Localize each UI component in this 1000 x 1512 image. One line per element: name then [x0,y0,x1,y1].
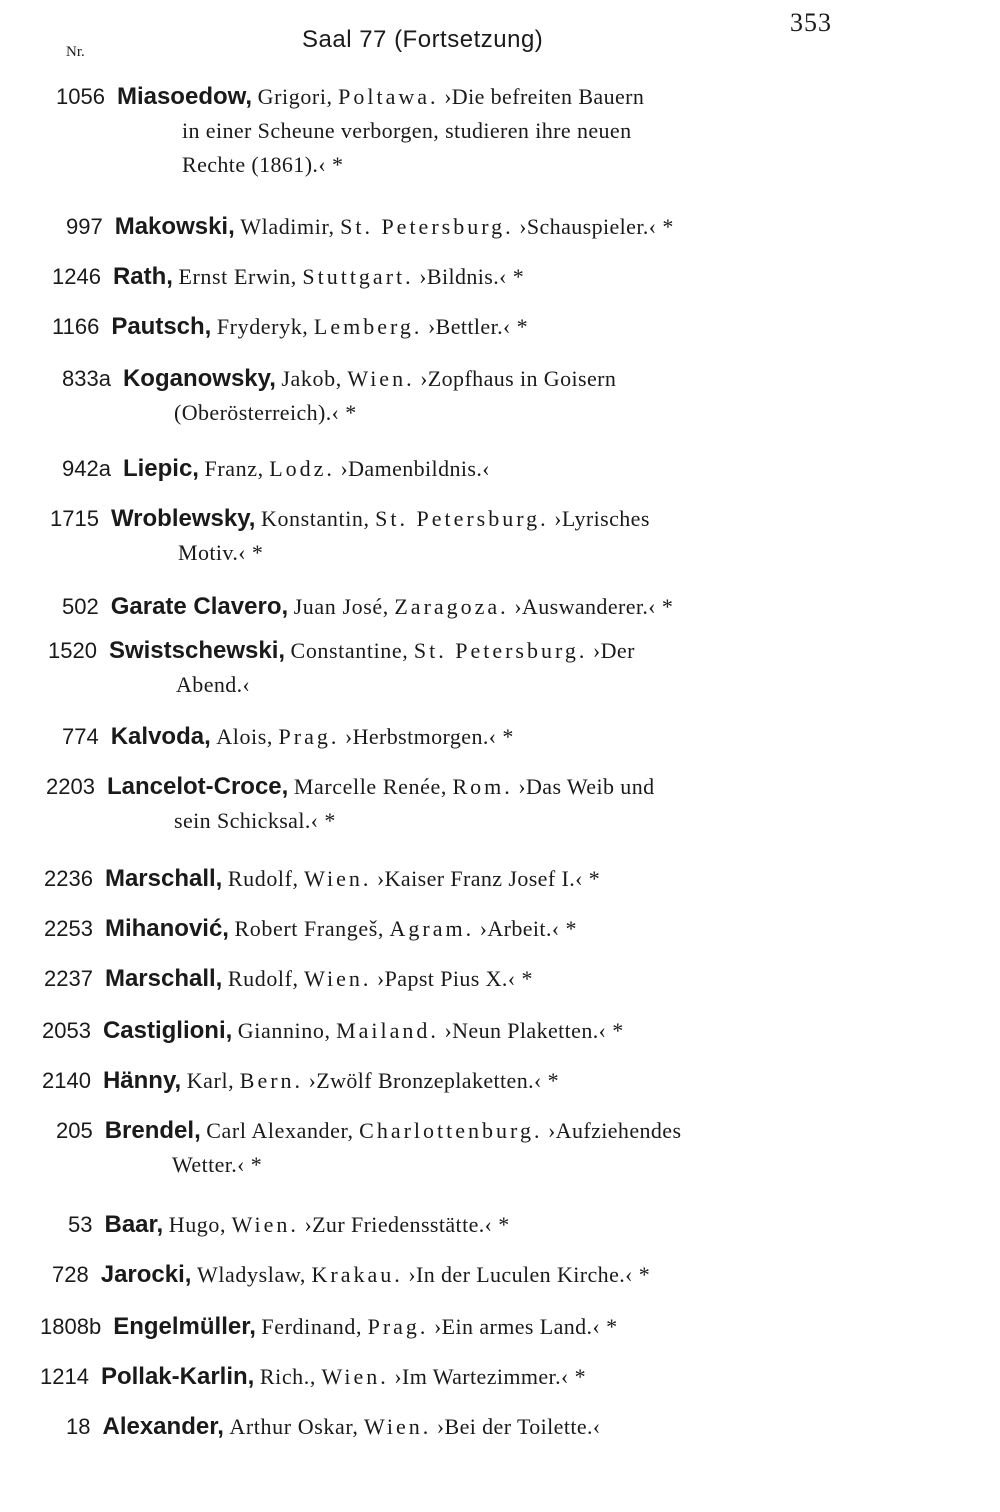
artist-name: Lancelot-Croce, [106,773,289,800]
artist-name: Alexander, [102,1413,224,1440]
artist-first-name: Karl, [186,1068,235,1093]
catalog-entry [46,770,655,838]
catalog-entry [50,502,650,570]
artist-name: Wroblewsky, [110,505,256,532]
entry-continuation: in einer Scheune verborgen, studieren ihre neuen [182,118,632,143]
artist-first-name: Constantine, [290,638,409,663]
artist-city: Rom. [452,774,513,799]
artist-name: Koganowsky, [122,365,276,392]
entry-continuation: Motiv.‹ * [178,540,264,565]
catalog-entry [56,80,846,182]
artist-first-name: Rudolf, [227,866,299,891]
artist-city: St. Petersburg. [375,506,549,531]
artist-city: Mailand. [336,1018,439,1043]
catalog-entry [52,310,528,344]
artwork-title: ›Bei der Toilette.‹ [436,1414,601,1439]
artwork-title: ›Die befreiten Bauern [444,84,645,109]
artist-city: Wien. [304,866,372,891]
artist-city: Wien. [304,966,372,991]
artwork-title: ›Herbstmorgen.‹ * [344,724,514,749]
artist-name: Rath, [112,263,173,290]
artist-name: Pautsch, [111,313,212,340]
artist-first-name: Ernst Erwin, [178,264,297,289]
artist-name: Swistschewski, [108,637,286,664]
artwork-title: ›Arbeit.‹ * [479,916,577,941]
entry-number: 2053 [42,1018,91,1043]
catalog-entry [62,590,673,624]
artist-first-name: Giannino, [237,1018,331,1043]
entry-number: 1715 [50,506,99,531]
entry-number: 1808b [40,1314,102,1339]
artist-city: Bern. [239,1068,304,1093]
artist-name: Pollak-Karlin, [100,1363,255,1390]
artist-first-name: Carl Alexander, [206,1118,354,1143]
artist-city: Wien. [321,1364,389,1389]
catalog-entry [62,720,514,754]
artist-city: Wien. [347,366,415,391]
artwork-title: ›Bildnis.‹ * [419,264,525,289]
entry-continuation: sein Schicksal.‹ * [174,808,336,833]
artist-first-name: Grigori, [257,84,333,109]
artwork-title: ›Aufziehendes [547,1118,682,1143]
catalog-entry [68,1208,510,1242]
catalog-entry [52,260,524,294]
catalog-entry [42,1014,624,1048]
entry-number: 2236 [44,866,93,891]
artist-first-name: Robert Frangeš, [234,916,385,941]
artist-city: St. Petersburg. [413,638,588,663]
catalog-entry [52,1258,650,1292]
artwork-title: ›Der [592,638,635,663]
artist-city: Zaragoza. [394,594,509,619]
entry-number: 53 [68,1212,93,1237]
artist-first-name: Alois, [216,724,274,749]
artist-name: Mihanović, [104,915,229,942]
artist-city: Wien. [364,1414,432,1439]
artwork-title: ›Damenbildnis.‹ [340,456,490,481]
artist-city: Stuttgart. [302,264,414,289]
artist-first-name: Jakob, [281,366,342,391]
entry-number: 1166 [52,314,100,339]
artwork-title: ›Schauspieler.‹ * [519,214,674,239]
catalog-entry [48,634,635,702]
artist-first-name: Franz, [204,456,264,481]
entry-continuation: (Oberösterreich).‹ * [174,400,357,425]
artwork-title: ›Im Wartezimmer.‹ * [394,1364,586,1389]
entry-continuation: Rechte (1861).‹ * [182,152,344,177]
entry-number: 2237 [44,966,93,991]
artist-name: Baar, [104,1211,164,1238]
entry-number: 833a [62,366,111,391]
catalog-entry [62,362,616,430]
catalog-entry [44,962,533,996]
catalog-entry [44,862,600,896]
entry-number: 2253 [44,916,93,941]
artist-first-name: Wladimir, [240,214,335,239]
artist-first-name: Juan José, [293,594,389,619]
artist-city: Charlottenburg. [359,1118,543,1143]
artwork-title: ›Auswanderer.‹ * [514,594,674,619]
catalog-entry [44,912,577,946]
artwork-title: ›Ein armes Land.‹ * [433,1314,618,1339]
artist-name: Marschall, [104,865,223,892]
artist-first-name: Fryderyk, [216,314,309,339]
artist-first-name: Arthur Oskar, [229,1414,359,1439]
artist-name: Makowski, [114,213,235,240]
artist-city: Lodz. [269,456,335,481]
artist-city: Prag. [278,724,340,749]
artwork-title: ›Das Weib und [518,774,655,799]
artist-first-name: Konstantin, [260,506,370,531]
entry-continuation: Wetter.‹ * [172,1152,263,1177]
entry-number: 728 [52,1262,89,1287]
artwork-title: ›Papst Pius X.‹ * [376,966,533,991]
entry-number: 2203 [46,774,95,799]
artist-city: St. Petersburg. [340,214,514,239]
entry-number: 18 [66,1414,91,1439]
artist-city: Krakau. [311,1262,403,1287]
catalog-entry [66,210,674,244]
artist-name: Hänny, [102,1067,182,1094]
page-title: Saal 77 (Fortsetzung) [302,26,544,53]
nr-column-label: Nr. [66,44,85,60]
artwork-title: ›Lyrisches [554,506,650,531]
artist-name: Miasoedow, [116,83,253,110]
entry-number: 997 [66,214,103,239]
artist-name: Garate Clavero, [110,593,289,620]
artist-first-name: Marcelle Renée, [293,774,447,799]
catalog-entry [56,1114,681,1182]
artist-city: Wien. [231,1212,299,1237]
catalog-entry [40,1310,617,1344]
artist-city: Agram. [389,916,475,941]
artist-first-name: Rudolf, [227,966,299,991]
artist-name: Kalvoda, [110,723,211,750]
artwork-title: ›Zwölf Bronzeplaketten.‹ * [308,1068,560,1093]
artist-first-name: Hugo, [168,1212,227,1237]
artwork-title: ›Kaiser Franz Josef I.‹ * [376,866,601,891]
page-number: 353 [790,8,832,37]
artist-first-name: Ferdinand, [261,1314,363,1339]
artist-city: Poltawa. [338,84,439,109]
catalog-entry [62,452,490,486]
entry-number: 1246 [52,264,101,289]
artwork-title: ›In der Luculen Kirche.‹ * [408,1262,651,1287]
entry-number: 205 [56,1118,93,1143]
entry-number: 2140 [42,1068,91,1093]
artwork-title: ›Bettler.‹ * [427,314,529,339]
catalog-entry [40,1360,586,1394]
artwork-title: ›Zur Friedensstätte.‹ * [304,1212,510,1237]
entry-number: 1214 [40,1364,89,1389]
artist-name: Jarocki, [100,1261,192,1288]
artist-name: Liepic, [122,455,199,482]
entry-number: 502 [62,594,99,619]
artist-name: Castiglioni, [102,1017,233,1044]
artwork-title: ›Zopfhaus in Goisern [420,366,617,391]
artist-city: Lemberg. [313,314,423,339]
artist-name: Engelmüller, [113,1313,256,1340]
entry-number: 1056 [56,84,105,109]
entry-continuation: Abend.‹ [176,672,251,697]
artist-city: Prag. [367,1314,429,1339]
catalog-entry [42,1064,559,1098]
catalog-entry [66,1410,601,1444]
artist-first-name: Wladyslaw, [196,1262,306,1287]
artist-name: Marschall, [104,965,223,992]
entry-number: 774 [62,724,99,749]
artist-first-name: Rich., [259,1364,316,1389]
entry-number: 942a [62,456,111,481]
entry-number: 1520 [48,638,97,663]
artist-name: Brendel, [104,1117,201,1144]
artwork-title: ›Neun Plaketten.‹ * [444,1018,624,1043]
